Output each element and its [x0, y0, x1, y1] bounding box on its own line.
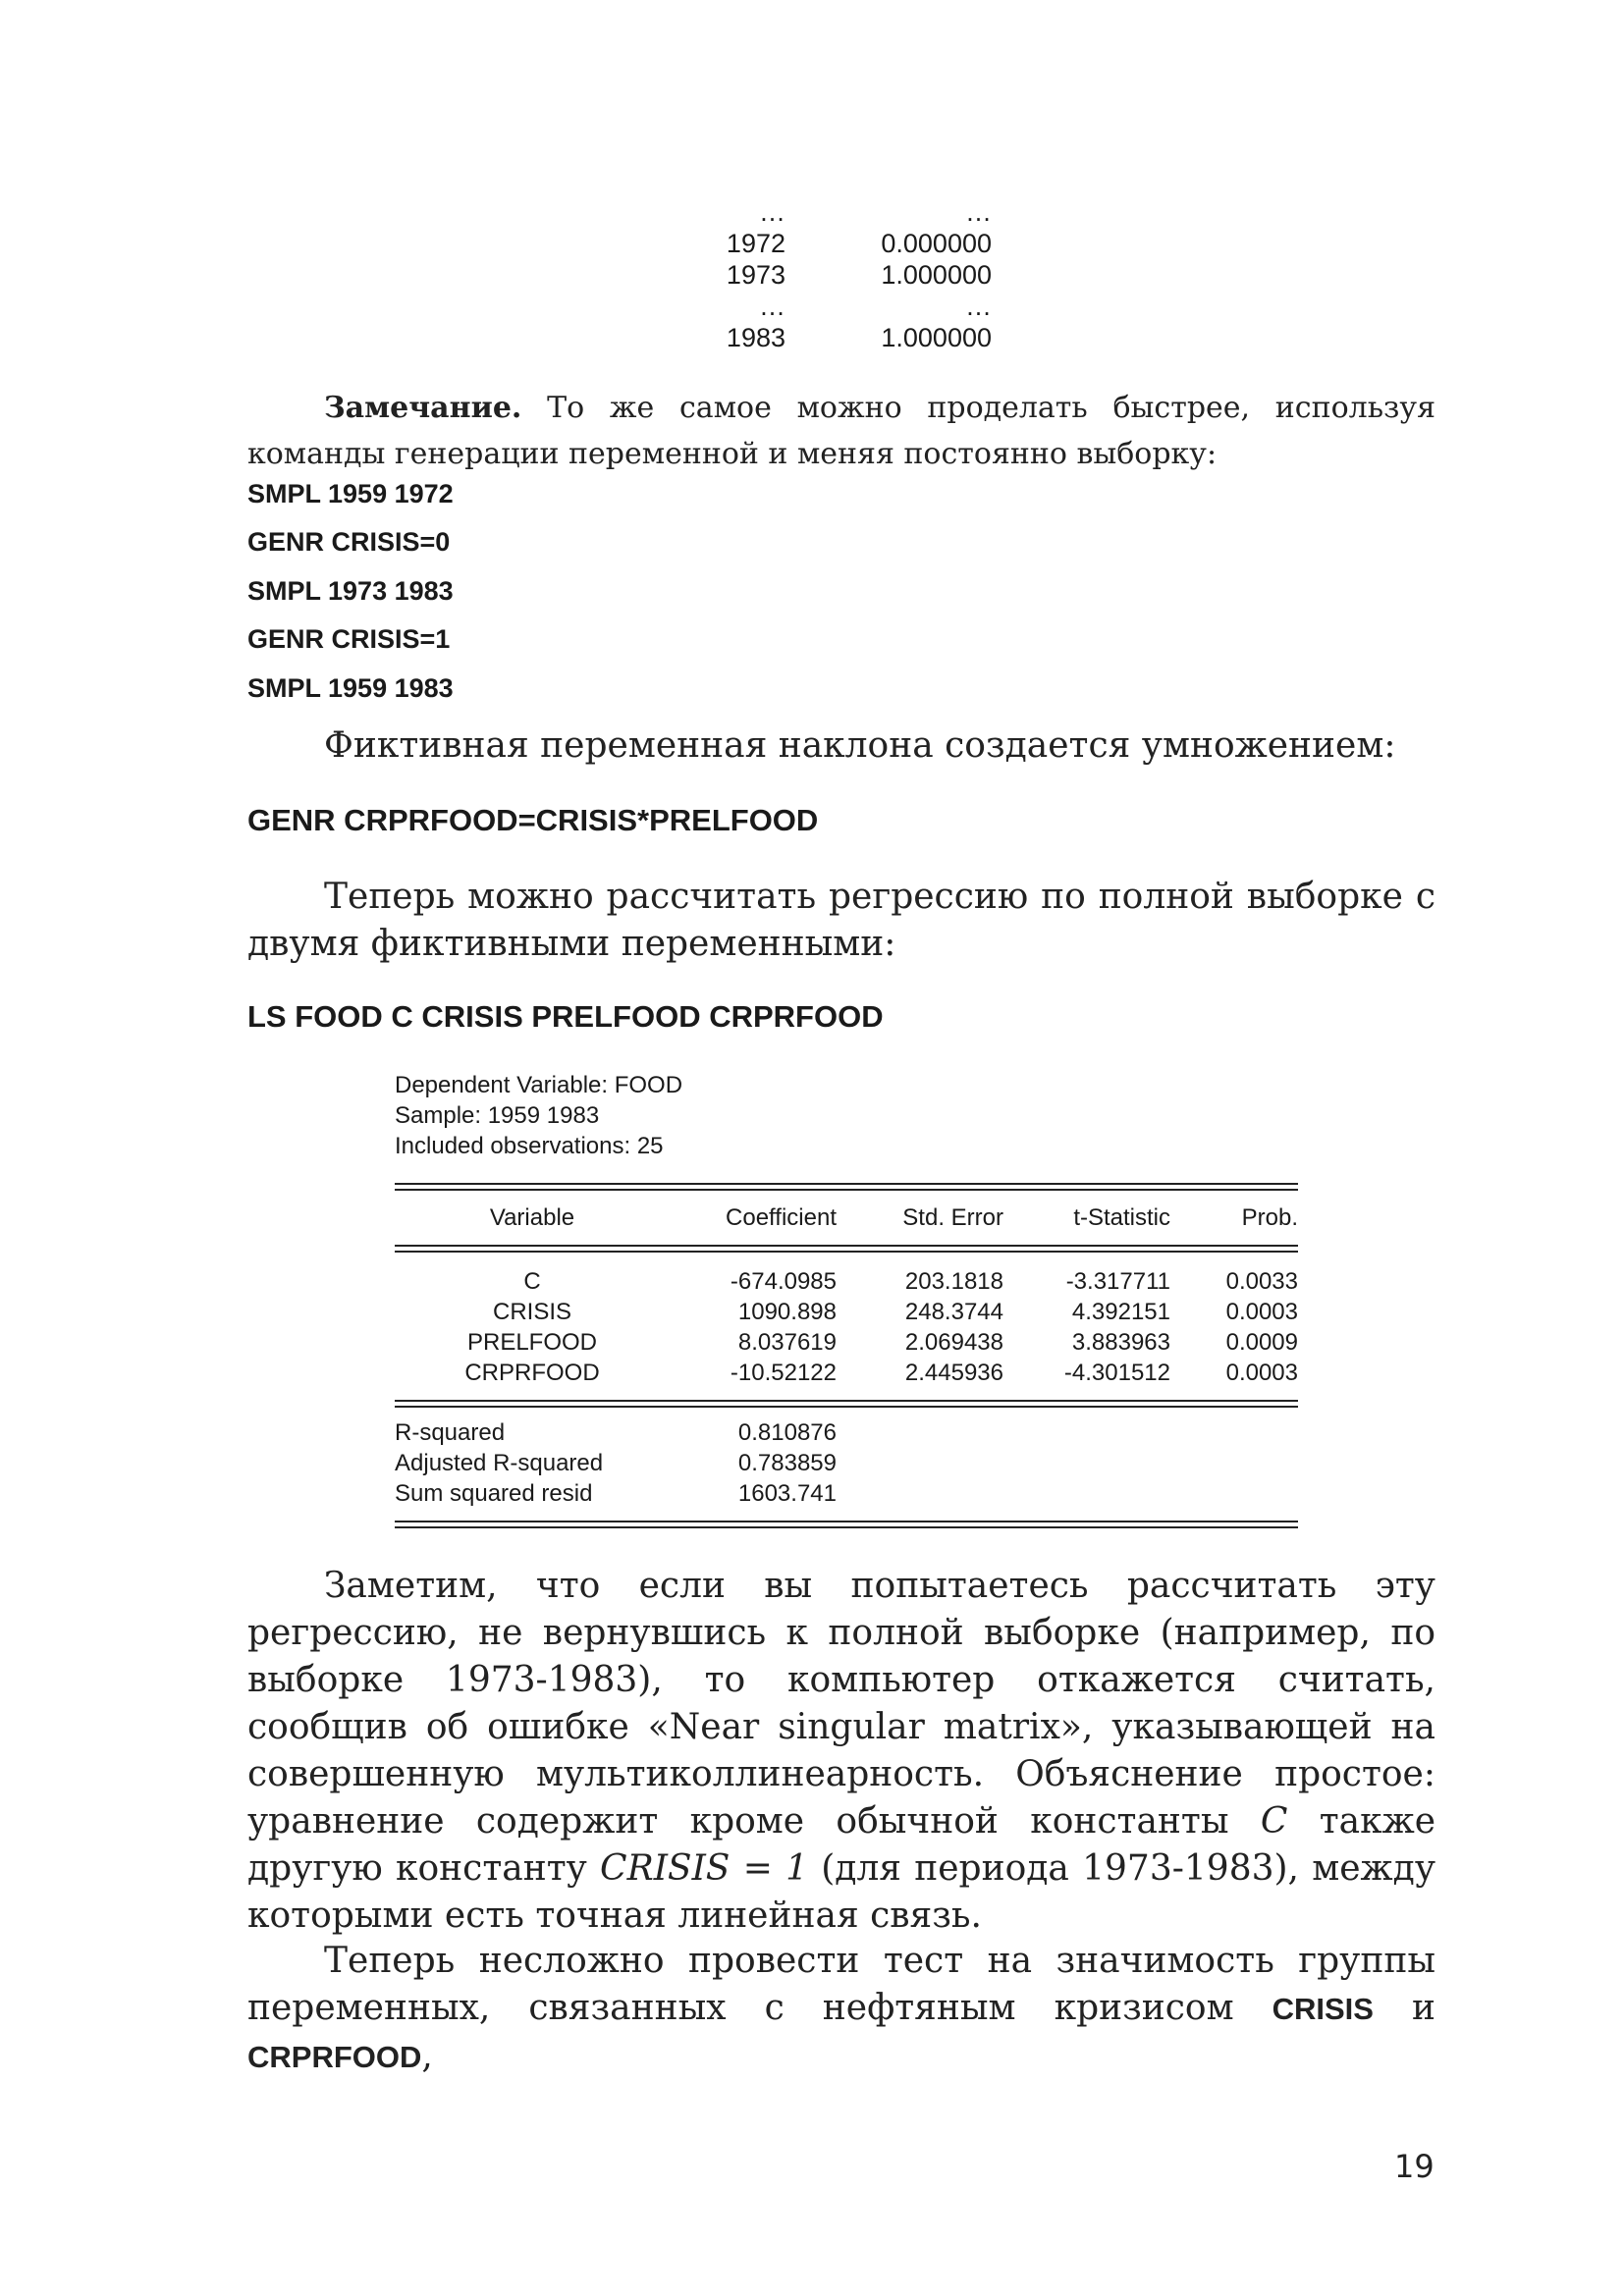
table-divider: [395, 1183, 1298, 1191]
data-listing: [677, 196, 992, 353]
listing-row: 1973 1.000000: [726, 260, 992, 290]
listing-row: 1983 1.000000: [726, 323, 992, 352]
command-line: GENR CRISIS=0: [247, 527, 451, 557]
var-crprfood: CRPRFOOD: [247, 2040, 422, 2074]
var-crisis: CRISIS: [1272, 1992, 1374, 2026]
table-row: PRELFOOD 8.037619 2.069438 3.883963 0.0009: [466, 1329, 1298, 1356]
stat-row: Sum squared resid 1603.741: [395, 1480, 837, 1507]
table-row: CRISIS 1090.898 248.3744 4.392151 0.0003: [492, 1299, 1298, 1325]
listing-row: … …: [759, 292, 992, 321]
remark-text: То же самое можно проделать быстрее, используя команды генерации переменной и меняя постоянно выборку:: [247, 391, 1435, 471]
dependent-variable: Dependent Variable: FOOD: [395, 1072, 683, 1098]
listing-row: … …: [759, 197, 992, 227]
regress-paragraph: Теперь можно рассчитать регрессию по полной выборке с двумя фиктивными переменными:: [247, 877, 1435, 964]
stat-row: Adjusted R-squared 0.783859: [395, 1450, 837, 1476]
table-divider: [395, 1245, 1298, 1253]
table-header-row: Variable Coefficient Std. Error t-Statistic Prob.: [489, 1204, 1298, 1231]
command-line: SMPL 1959 1983: [247, 673, 454, 703]
table-row: C -674.0985 203.1818 -3.317711 0.0033: [523, 1268, 1298, 1295]
table-divider: [395, 1400, 1298, 1408]
table-divider: [395, 1521, 1298, 1528]
genr-command: GENR CRPRFOOD=CRISIS*PRELFOOD: [247, 803, 819, 837]
table-row: CRPRFOOD -10.52122 2.445936 -4.301512 0.0003: [464, 1360, 1298, 1386]
page-number: 19: [1394, 2148, 1435, 2185]
command-line: GENR CRISIS=1: [247, 624, 451, 654]
command-line: SMPL 1959 1972: [247, 479, 454, 508]
listing-row: 1972 0.000000: [726, 229, 992, 258]
slope-paragraph: Фиктивная переменная наклона создается умножением:: [324, 725, 1396, 766]
note-paragraph: Заметим, что если вы попытаетесь рассчитать эту регрессию, не вернувшись к полной выборке (например, по выборке 1973-1983), то компьютер откажется считать, сообщив об ошибке «Near singular matrix», указывающей на совершенную мультиколлинеарность. Объяснение простое: уравнение содержит кроме обычной константы C также другую константу CRISIS = 1 (для периода 1973-1983), между которыми есть точная линейная связь.: [247, 1566, 1436, 1936]
regression-output: [395, 1070, 1298, 1528]
stat-row: R-squared 0.810876: [395, 1419, 837, 1446]
math-c: C: [1260, 1801, 1288, 1842]
math-crisis: CRISIS = 1: [600, 1848, 808, 1889]
remark-paragraph: [247, 385, 1435, 477]
command-line: SMPL 1973 1983: [247, 576, 454, 606]
ls-command: LS FOOD C CRISIS PRELFOOD CRPRFOOD: [247, 999, 884, 1034]
sample-range: Sample: 1959 1983: [395, 1102, 600, 1129]
remark-label: Замечание.: [324, 391, 522, 425]
regression-header: [395, 1070, 1298, 1161]
last-paragraph: Теперь несложно провести тест на значимость группы переменных, связанных с нефтяным кризисом CRISIS и CRPRFOOD,: [247, 1941, 1435, 2076]
observations-count: Included observations: 25: [395, 1133, 664, 1159]
